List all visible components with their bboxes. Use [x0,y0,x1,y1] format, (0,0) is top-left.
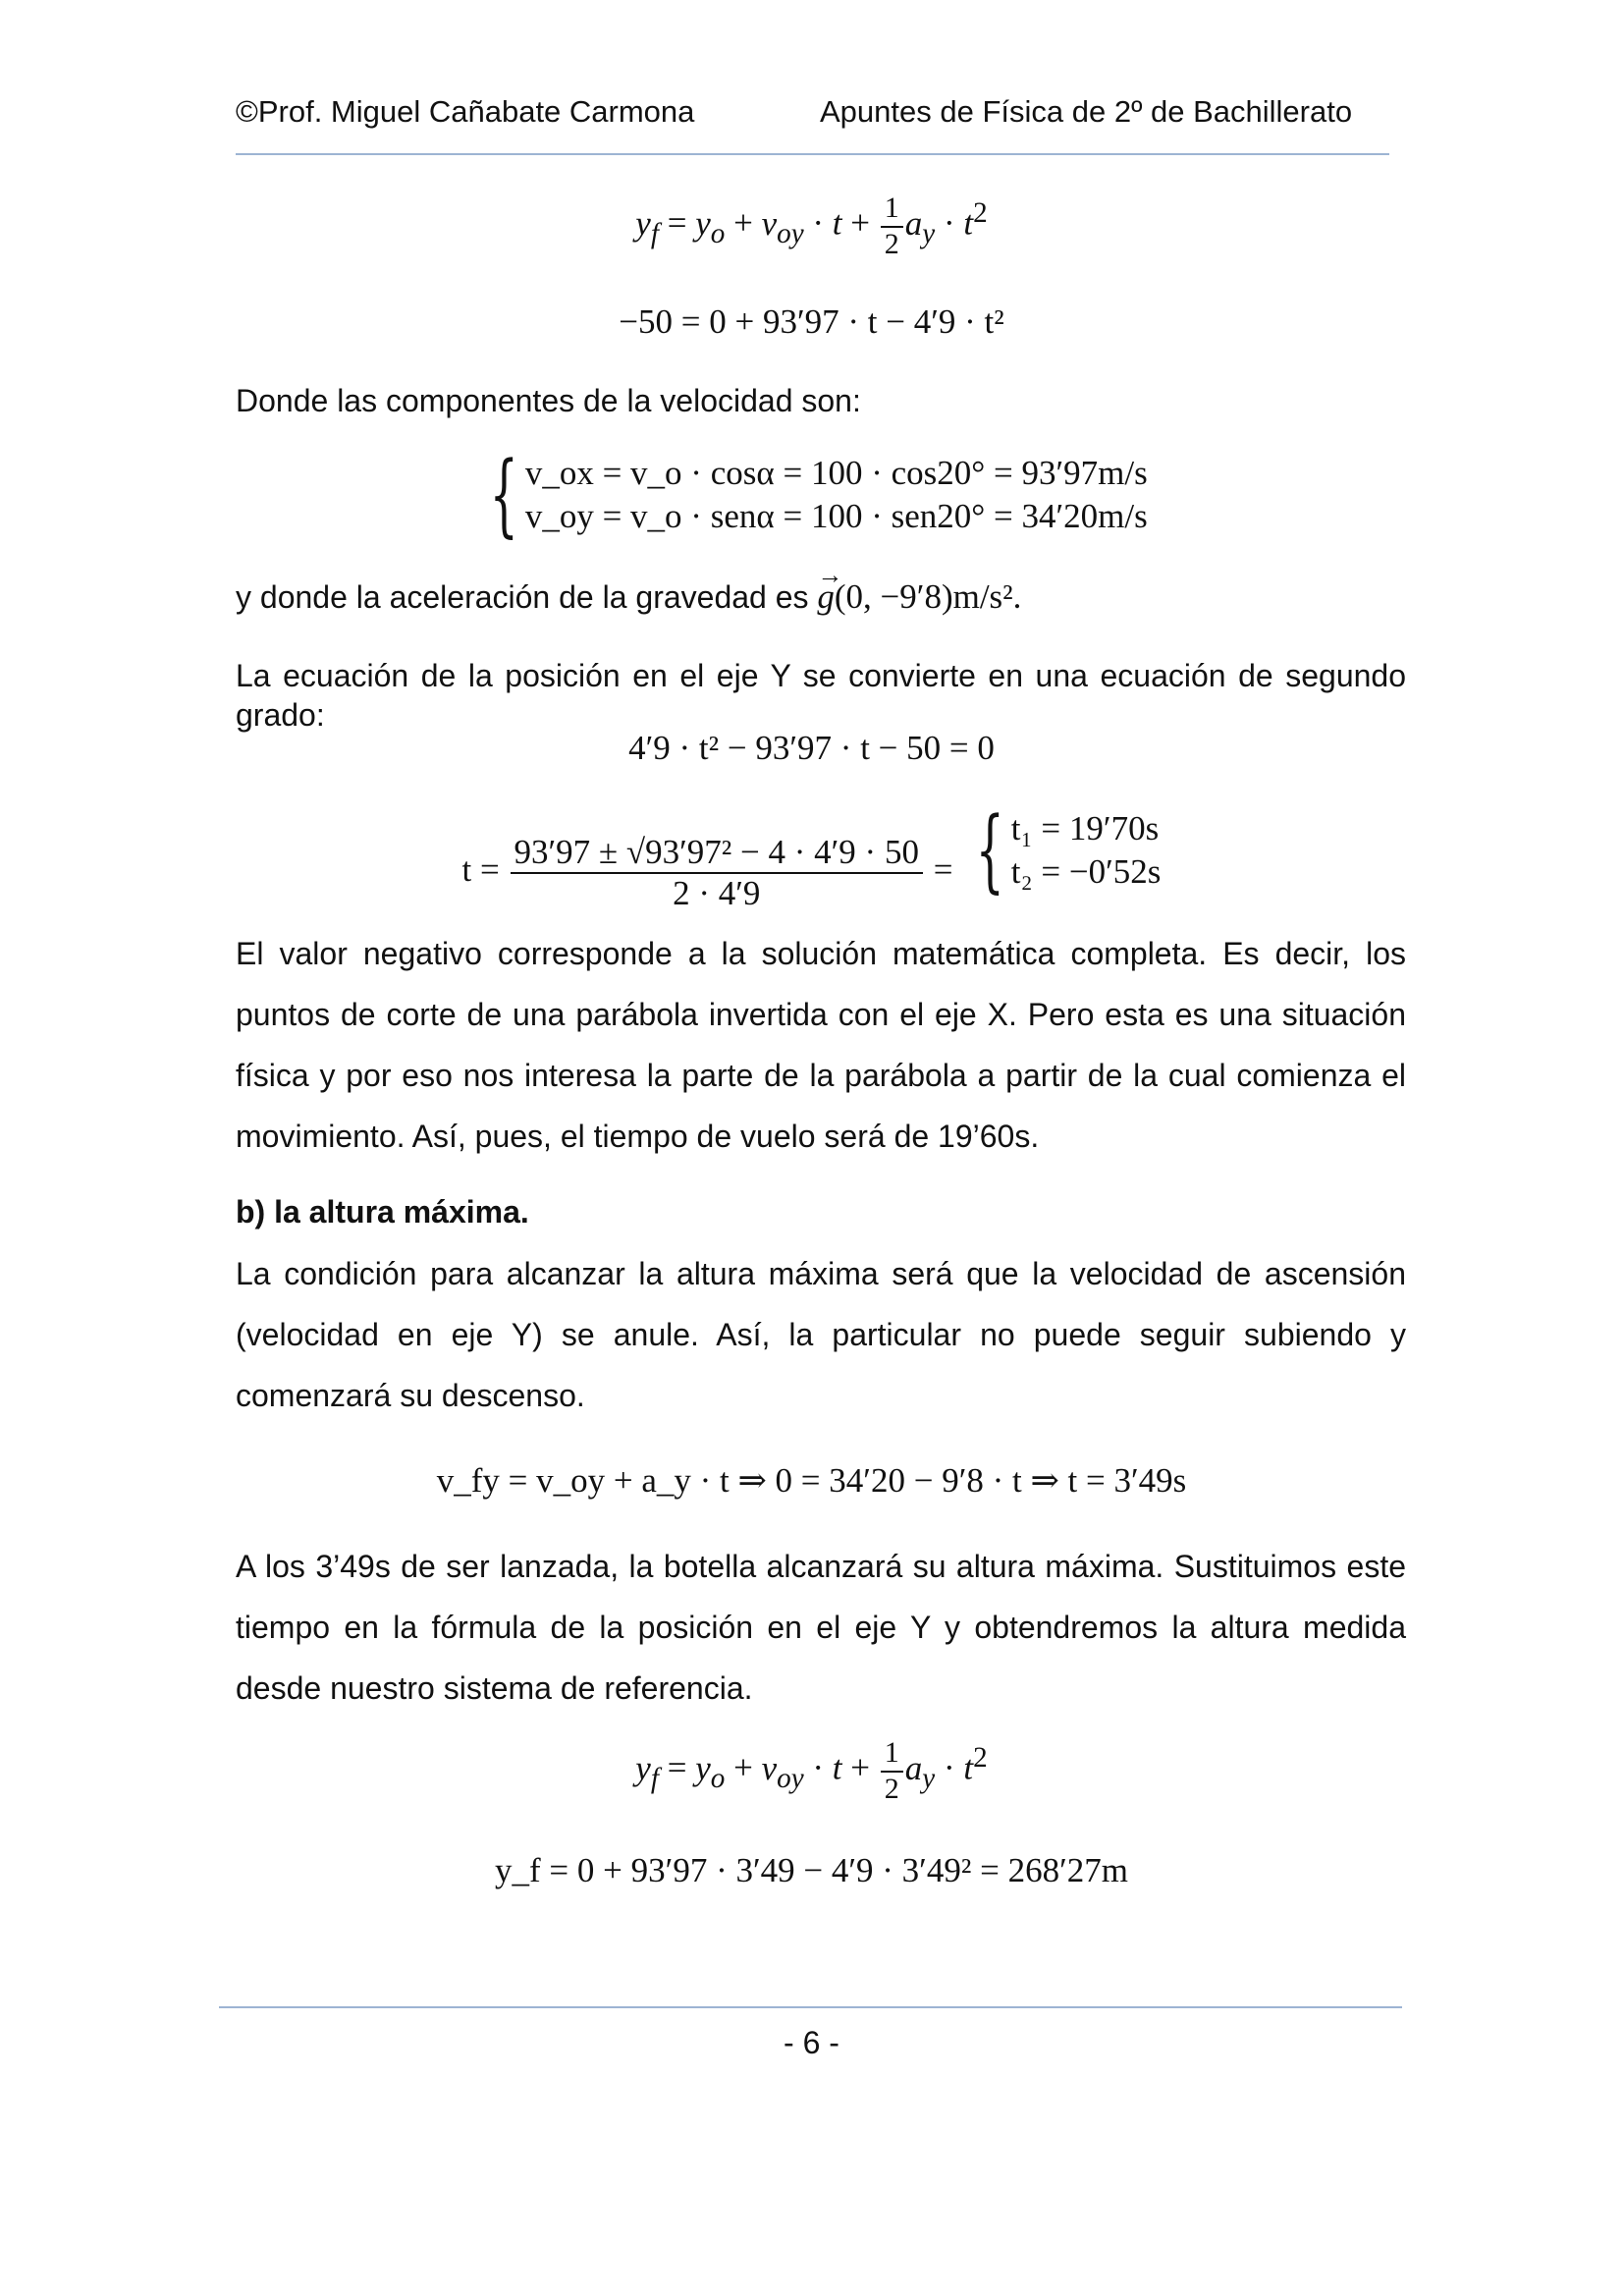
left-brace: { [489,442,519,547]
paragraph-components: Donde las componentes de la velocidad son: [236,383,861,418]
paragraph-substitute-time: A los 3’49s de ser lanzada, la botella alcanzará su altura máxima. Sustituimos este tiempo en la fórmula de la posición en el eje Y y obtendremos la altura medida desde nuestro sistema de referencia. [236,1549,1406,1706]
equation-quadratic: 4′9 · t² − 93′97 · t − 50 = 0 [628,729,995,767]
fraction-solution: $\frac{\text{93′97 ± √93′97² − 4 · 4′9 · 50}}{2 \cdot 4'9}$ [511,833,923,914]
gravity-vector-symbol: → g [817,577,835,617]
paragraph-max-height-condition: La condición para alcanzar la altura máxima será que la velocidad de ascensión (velocidad en eje Y) se anule. Así, la particular no puede seguir subiendo y comenzará su descenso. [236,1256,1406,1413]
equation-voy: v_oy = v_o · senα = 100 · sen20° = 34′20m/s [524,497,1148,535]
paragraph-quadratic: La ecuación de la posición en el eje Y se convierte en una ecuación de segundo grado: [236,658,1406,733]
equation-max-height-result: y_f = 0 + 93′97 · 3′49 − 4′9 · 3′49² = 268′27m [495,1851,1128,1889]
header-author: ©Prof. Miguel Cañabate Carmona [236,94,695,129]
equation-t1: t₁ = 19′70s [1010,809,1160,848]
equation-vox: v_ox = v_o · cosα = 100 · cos20° = 93′97m/s [524,454,1148,493]
footer-rule [219,2006,1402,2008]
equation-position-formula: $y_f = y_o + v_{oy} \cdot t$ + $\frac{1}{2}$ $a_y \cdot t^2$ [635,191,988,260]
equation-numeric-position: −50 = 0 + 93′97 · t − 4′9 · t² [619,302,1004,341]
section-heading-b: b) la altura máxima. [236,1194,529,1230]
fraction-one-half: $\frac{1}{2}$ [881,191,903,261]
equation-vertical-velocity: v_fy = v_oy + a_y · t ⇒ 0 = 34′20 − 9′8 · t ⇒ t = 3′49s [436,1461,1187,1500]
header-course: Apuntes de Física de 2º de Bachillerato [820,94,1353,129]
paragraph-negative-solution: El valor negativo corresponde a la solución matemática completa. Es decir, los puntos de corte de una parábola invertida con el eje X. Pero esta es una situación física y por eso nos interesa la parte de la parábola a partir de la cual comienza el movimiento. Así, pues, el tiempo de vuelo será de 19’60s. [236,936,1406,1154]
equation-quadratic-solution: t = $\frac{\text{93′97 ± √93′97² − 4 · 4′9 · 50}}{2 \cdot 4'9}$ = { t₁ = 19′70s t₂ = −0′52s [461,797,1162,912]
equation-velocity-components [0,442,1623,547]
equation-t2: t₂ = −0′52s [1010,852,1162,891]
page-number: - 6 - [784,2025,839,2060]
left-brace: { [975,797,1005,902]
equation-position-formula-repeat: $y_f = y_o + v_{oy} \cdot t$ + $\frac{1}{2}$ $a_y \cdot t^2$ [635,1736,988,1805]
fraction-one-half: $\frac{1}{2}$ [881,1736,903,1806]
header-rule [236,153,1389,155]
paragraph-gravity: y donde la aceleración de la gravedad es → g(0, −9′8)m/s². [236,577,1406,617]
